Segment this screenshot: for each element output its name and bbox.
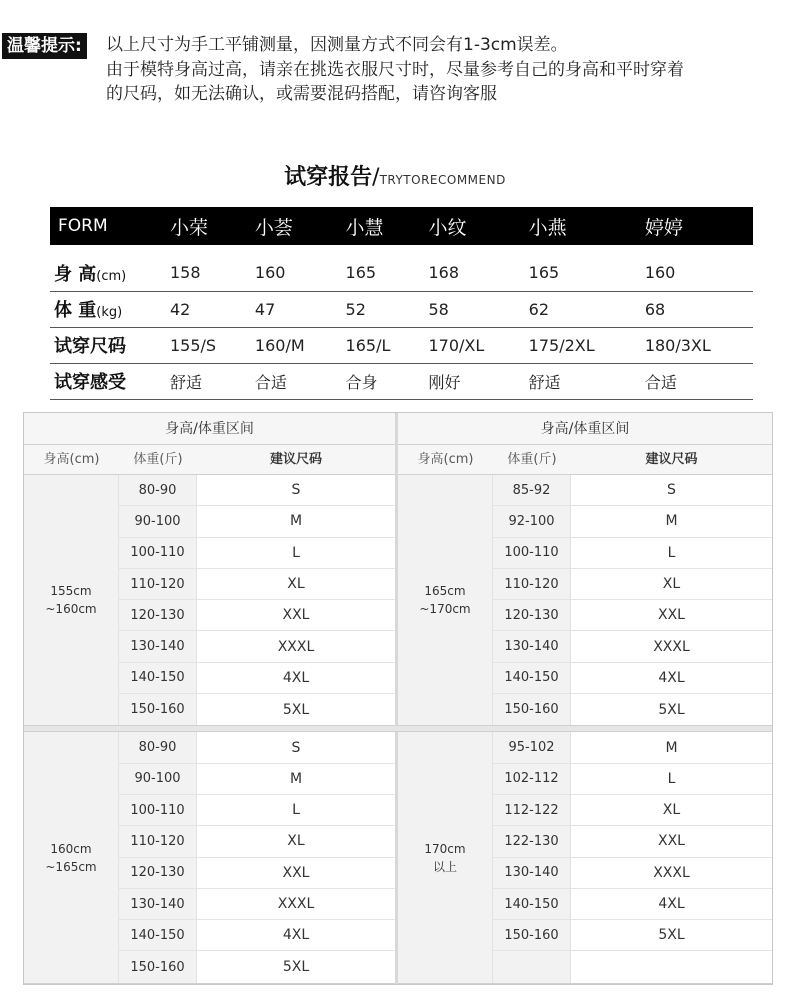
- size-row: [493, 764, 772, 795]
- weight-range: 130-140: [493, 858, 571, 888]
- weight-range: 140-150: [119, 663, 197, 693]
- grid-half: [398, 732, 772, 983]
- height-range: [398, 475, 493, 725]
- col-height-header: [24, 445, 119, 474]
- model-name: 小荣: [162, 207, 247, 245]
- col-size-header: 建议尺码: [269, 452, 322, 467]
- col-weight-header: [493, 445, 571, 474]
- recommended-size: S: [571, 475, 772, 505]
- weight-range: 150-160: [493, 694, 571, 725]
- table-cell: 158: [162, 255, 247, 291]
- size-row: [119, 694, 395, 725]
- height-range-line: ~170cm: [419, 602, 471, 617]
- weight-range: [493, 951, 571, 982]
- notice-line: 的尺码，如无法确认，或需要混码搭配，请咨询客服: [106, 84, 497, 104]
- size-row: [493, 506, 772, 537]
- table-cell: 160: [637, 255, 753, 291]
- height-range-line: 165cm: [424, 584, 466, 599]
- table-cell: 刚好: [421, 363, 521, 399]
- size-row: [493, 889, 772, 920]
- model-name: 小纹: [421, 207, 521, 245]
- size-row: [493, 538, 772, 569]
- weight-range: 140-150: [119, 920, 197, 950]
- recommended-size: M: [197, 506, 395, 536]
- weight-range: 80-90: [119, 475, 197, 505]
- weight-range: 120-130: [493, 600, 571, 630]
- weight-range: 102-112: [493, 764, 571, 794]
- weight-range: 80-90: [119, 732, 197, 762]
- notice-line: 以上尺寸为手工平铺测量，因测量方式不同会有1-3cm误差。: [106, 35, 568, 55]
- recommended-size: S: [197, 475, 395, 505]
- recommended-size: 4XL: [197, 920, 395, 950]
- table-cell: 165: [521, 255, 637, 291]
- weight-range: 92-100: [493, 506, 571, 536]
- table-cell: 165: [338, 255, 421, 291]
- recommended-size: XXXL: [197, 631, 395, 661]
- row-header: 身 高(cm): [50, 255, 162, 291]
- grid-subheader: [398, 445, 772, 475]
- table-cell: 68: [637, 291, 753, 327]
- weight-range: 90-100: [119, 506, 197, 536]
- grid-header: 身高/体重区间: [24, 413, 395, 445]
- grid-row-top: [24, 413, 772, 726]
- height-range-line: ~160cm: [45, 602, 97, 617]
- recommended-size: S: [197, 732, 395, 762]
- weight-range: 120-130: [119, 858, 197, 888]
- height-range-line: 160cm: [50, 841, 92, 856]
- table-cell: 舒适: [162, 363, 247, 399]
- recommended-size: 5XL: [197, 951, 395, 982]
- grid-subheader: [24, 445, 395, 475]
- recommended-size: XL: [197, 569, 395, 599]
- size-row: [119, 858, 395, 889]
- col-weight-label: 体重: [133, 452, 160, 467]
- height-range-line: 170cm: [424, 841, 466, 856]
- weight-range: 110-120: [493, 569, 571, 599]
- recommended-size: XL: [571, 795, 772, 825]
- model-name: 小燕: [521, 207, 637, 245]
- table-cell: 165/L: [338, 327, 421, 363]
- size-rows: [119, 732, 395, 982]
- size-row: [119, 506, 395, 537]
- row-header: 试穿感受: [50, 363, 162, 399]
- table-cell: 160: [247, 255, 338, 291]
- size-row: [119, 569, 395, 600]
- recommended-size: L: [571, 764, 772, 794]
- height-range: [24, 732, 119, 982]
- grid-half: [24, 413, 398, 726]
- size-row: [493, 858, 772, 889]
- table-cell: 58: [421, 291, 521, 327]
- weight-range: 122-130: [493, 826, 571, 856]
- weight-range: 140-150: [493, 889, 571, 919]
- size-row: [493, 475, 772, 506]
- table-cell: 155/S: [162, 327, 247, 363]
- recommended-size: XXL: [197, 858, 395, 888]
- notice-tag: 温馨提示:: [2, 33, 87, 59]
- col-size-header: 建议尺码: [645, 452, 698, 467]
- recommended-size: L: [197, 538, 395, 568]
- size-row: [493, 694, 772, 725]
- weight-range: 110-120: [119, 569, 197, 599]
- size-row: [493, 951, 772, 982]
- table-cell: 合身: [338, 363, 421, 399]
- size-rows: [119, 475, 395, 725]
- size-range-grid: [23, 412, 773, 985]
- table-cell: 62: [521, 291, 637, 327]
- report-title-slash: /: [372, 165, 380, 190]
- size-row: [119, 663, 395, 694]
- height-range-line: 以上: [432, 859, 457, 874]
- row-header: 试穿尺码: [50, 327, 162, 363]
- feel-row: [50, 363, 753, 399]
- report-title-main: 试穿报告: [284, 165, 373, 190]
- model-name: 婷婷: [637, 207, 753, 245]
- height-range-block: [24, 732, 395, 983]
- col-height-unit: (cm): [69, 452, 100, 467]
- col-weight-header: [119, 445, 197, 474]
- size-row: [119, 538, 395, 569]
- grid-half: [398, 413, 772, 726]
- height-range-text: [424, 840, 465, 876]
- recommended-size: L: [571, 538, 772, 568]
- table-cell: 42: [162, 291, 247, 327]
- weight-range: 120-130: [119, 600, 197, 630]
- col-weight-unit: (斤): [159, 452, 183, 467]
- weight-range: 130-140: [119, 631, 197, 661]
- weight-range: 85-92: [493, 475, 571, 505]
- height-range-block: [398, 732, 772, 983]
- table-cell: 175/2XL: [521, 327, 637, 363]
- table-cell: 168: [421, 255, 521, 291]
- size-row: [493, 663, 772, 694]
- size-rows: [493, 732, 772, 982]
- height-row: [50, 255, 753, 291]
- report-title-subtitle: TRYTORECOMMEND: [379, 173, 506, 187]
- table-cell: 52: [338, 291, 421, 327]
- weight-row: [50, 291, 753, 327]
- size-row: [493, 732, 772, 763]
- recommended-size: 4XL: [571, 889, 772, 919]
- model-name: 小慧: [338, 207, 421, 245]
- weight-range: 100-110: [119, 538, 197, 568]
- recommended-size: XL: [571, 569, 772, 599]
- height-range-text: [419, 582, 470, 618]
- recommended-size: M: [571, 506, 772, 536]
- table-cell: 合适: [247, 363, 338, 399]
- height-range-line: 155cm: [50, 584, 92, 599]
- size-row: [119, 764, 395, 795]
- size-row: [493, 569, 772, 600]
- model-name: 小荟: [247, 207, 338, 245]
- col-weight-unit: (斤): [533, 452, 557, 467]
- recommended-size: XL: [197, 826, 395, 856]
- weight-range: 130-140: [119, 889, 197, 919]
- weight-range: 150-160: [493, 920, 571, 950]
- height-range: [24, 475, 119, 725]
- height-range-block: [398, 475, 772, 726]
- notice-line: 由于模特身高过高，请亲在挑选衣服尺寸时，尽量参考自己的身高和平时穿着: [106, 60, 684, 80]
- col-height-label: 身高: [43, 452, 70, 467]
- size-row: [119, 889, 395, 920]
- size-row: [493, 826, 772, 857]
- recommended-size: XXL: [571, 826, 772, 856]
- recommended-size: M: [197, 764, 395, 794]
- table-cell: 170/XL: [421, 327, 521, 363]
- size-row: [493, 631, 772, 662]
- size-row: [119, 951, 395, 982]
- table-cell: 47: [247, 291, 338, 327]
- weight-range: 95-102: [493, 732, 571, 762]
- col-height-header: [398, 445, 493, 474]
- weight-range: 150-160: [119, 694, 197, 725]
- recommended-size: 5XL: [571, 920, 772, 950]
- weight-range: 150-160: [119, 951, 197, 982]
- size-row: [119, 826, 395, 857]
- table-cell: 160/M: [247, 327, 338, 363]
- weight-range: 100-110: [493, 538, 571, 568]
- table-cell: 180/3XL: [637, 327, 753, 363]
- size-row: [493, 600, 772, 631]
- size-row: [119, 920, 395, 951]
- weight-range: 140-150: [493, 663, 571, 693]
- size-row: [493, 920, 772, 951]
- recommended-size: L: [197, 795, 395, 825]
- recommended-size: 5XL: [197, 694, 395, 725]
- size-row: [119, 600, 395, 631]
- size-rows: [493, 475, 772, 725]
- recommended-size: XXXL: [571, 858, 772, 888]
- height-range-text: [45, 840, 96, 876]
- recommended-size: XXL: [571, 600, 772, 630]
- row-header: 体 重(kg): [50, 291, 162, 327]
- size-row: [119, 795, 395, 826]
- recommended-size: [571, 951, 772, 982]
- table-cell: 舒适: [521, 363, 637, 399]
- recommended-size: XXXL: [571, 631, 772, 661]
- weight-range: 112-122: [493, 795, 571, 825]
- form-header: FORM: [50, 207, 162, 245]
- col-weight-label: 体重: [507, 452, 534, 467]
- height-range-text: [45, 582, 96, 618]
- weight-range: 90-100: [119, 764, 197, 794]
- recommended-size: XXXL: [197, 889, 395, 919]
- report-title: [0, 160, 790, 191]
- height-range: [398, 732, 493, 982]
- size-row: [119, 631, 395, 662]
- col-height-unit: (cm): [443, 452, 474, 467]
- recommended-size: 4XL: [571, 663, 772, 693]
- size-row: [119, 732, 395, 763]
- grid-row-bottom: [24, 732, 772, 983]
- recommended-size: M: [571, 732, 772, 762]
- weight-range: 130-140: [493, 631, 571, 661]
- table-cell: 合适: [637, 363, 753, 399]
- size-row: [119, 475, 395, 506]
- size-row: [493, 795, 772, 826]
- recommended-size: XXL: [197, 600, 395, 630]
- grid-header: 身高/体重区间: [398, 413, 772, 445]
- col-height-label: 身高: [417, 452, 444, 467]
- height-range-block: [24, 475, 395, 726]
- grid-half: [24, 732, 398, 983]
- try-on-table: [50, 207, 753, 400]
- size-row: [50, 327, 753, 363]
- height-range-line: ~165cm: [45, 859, 97, 874]
- recommended-size: 5XL: [571, 694, 772, 725]
- recommended-size: 4XL: [197, 663, 395, 693]
- weight-range: 110-120: [119, 826, 197, 856]
- try-on-header-row: [50, 207, 753, 245]
- weight-range: 100-110: [119, 795, 197, 825]
